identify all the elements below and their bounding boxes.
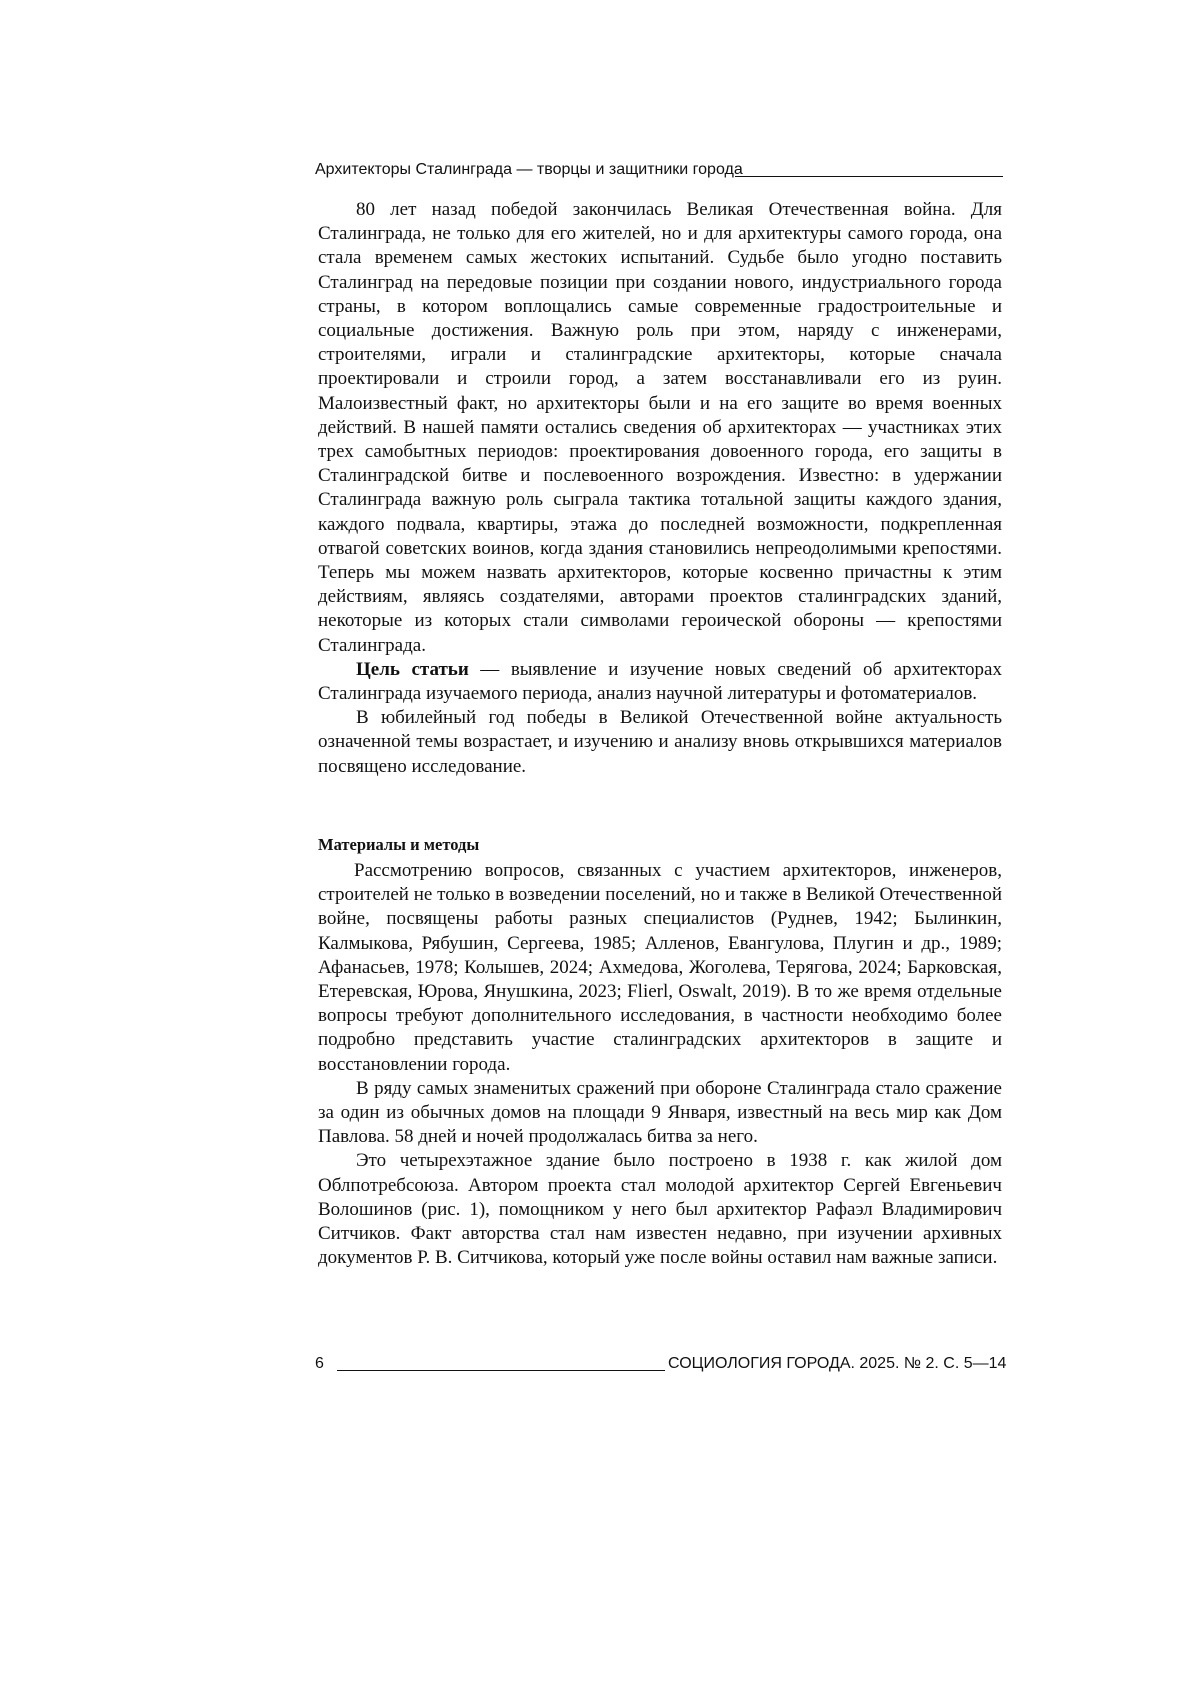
- document-page: [0, 0, 1100, 1556]
- methods-section: [318, 859, 1002, 1270]
- section-heading: Материалы и методы: [318, 834, 1002, 856]
- aim-label: Цель статьи: [356, 659, 469, 680]
- running-title: Архитекторы Сталинграда — творцы и защитники города: [315, 160, 743, 180]
- header-rule: [735, 176, 1003, 177]
- methods-paragraph: Это четырехэтажное здание было построено в 1938 г. как жилой дом Облпотребсоюза. Автором проекта стал молодой архитектор Сергей Евгеньевич Волошинов (рис. 1), помощником у него был архитектор Рафаэл Владимирович Ситчиков. Факт авторства стал нам известен недавно, при изучении архивных документов Р. В. Ситчикова, который уже после войны оставил нам важные записи.: [318, 1149, 1002, 1270]
- aim-paragraph: [318, 658, 1002, 706]
- methods-paragraph: Рассмотрению вопросов, связанных с участием архитекторов, инженеров, строителей не только в возведении поселений, но и также в Великой Отечественной войне, посвящены работы разных специалистов (Руднев, 1942; Былинкин, Калмыкова, Рябушин, Сергеева, 1985; Алленов, Евангулова, Плугин и др., 1989; Афанасьев, 1978; Колышев, 2024; Ахмедова, Жоголева, Терягова, 2024; Барковская, Етеревская, Юрова, Янушкина, 2023; Flierl, Oswalt, 2019). В то же время отдельные вопросы требуют дополнительного исследования, в частности необходимо более подробно представить участие сталинградских архитекторов в защите и восстановлении города.: [318, 859, 1002, 1077]
- intro-paragraph: 80 лет назад победой закончилась Великая Отечественная война. Для Сталинграда, не только для его жителей, но и для архитектуры самого города, она стала временем самых жестоких испытаний. Судьбе было угодно поставить Сталинград на передовые позиции при создании нового, индустриального города страны, в котором воплощались самые современные градостроительные и социальные достижения. Важную роль при этом, наряду с инженерами, строителями, играли и сталинградские архитекторы, которые сначала проектировали и строили город, а затем восстанавливали его из руин. Малоизвестный факт, но архитекторы были и на его защите во время военных действий. В нашей памяти остались сведения об архитекторах — участниках этих трех самобытных периодов: проектирования довоенного города, его защиты в Сталинградской битве и послевоенного возрождения. Известно: в удержании Сталинграда важную роль сыграла тактика тотальной защиты каждого здания, каждого подвала, квартиры, этажа до последней возможности, подкрепленная отвагой советских воинов, когда здания становились непреодолимыми крепостями. Теперь мы можем назвать архитекторов, которые косвенно причастны к этим действиям, являясь создателями, авторами проектов сталинградских зданий, некоторые из которых стали символами героической обороны — крепостями Сталинграда.: [318, 198, 1002, 658]
- relevance-paragraph: В юбилейный год победы в Великой Отечественной войне актуальность означенной темы возрастает, и изучению и анализу вновь открывшихся материалов посвящено исследование.: [318, 706, 1002, 779]
- intro-section: [318, 198, 1002, 779]
- running-header: [315, 160, 1005, 182]
- methods-paragraph: В ряду самых знаменитых сражений при обороне Сталинграда стало сражение за один из обычных домов на площади 9 Января, известный на весь мир как Дом Павлова. 58 дней и ночей продолжалась битва за него.: [318, 1077, 1002, 1150]
- page-number: 6: [315, 1354, 324, 1374]
- journal-citation: СОЦИОЛОГИЯ ГОРОДА. 2025. № 2. С. 5—14: [668, 1354, 1006, 1374]
- running-footer: [315, 1354, 1005, 1376]
- footer-rule: [337, 1370, 665, 1371]
- aim-text: — выявление и изучение новых сведений об архитекторах Сталинграда изучаемого периода, анализ научной литературы и фотоматериалов.: [318, 659, 1002, 704]
